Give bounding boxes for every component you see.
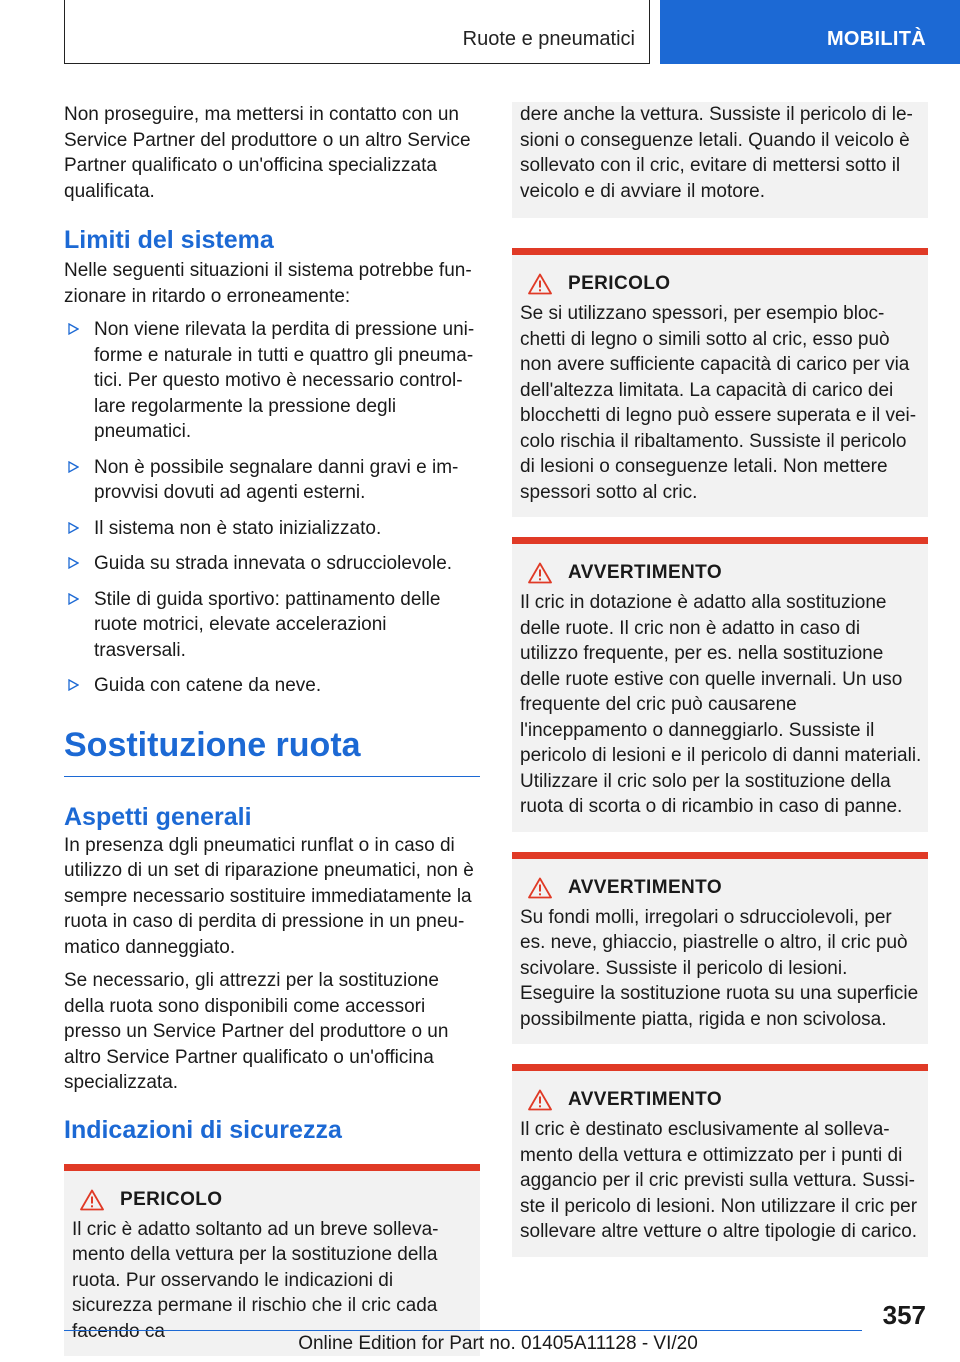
- warning-triangle-icon: [528, 1089, 552, 1111]
- footer-divider: [64, 1330, 862, 1331]
- warning-title: PERICOLO: [568, 273, 671, 294]
- list-item: Il sistema non è stato inizializzato.: [64, 516, 480, 542]
- warning-triangle-icon: [528, 877, 552, 899]
- warning-triangle-icon: [528, 273, 552, 295]
- general-paragraph-1: In presenza dgli pneumatici runflat o in caso di utilizzo di un set di riparazione pneumatici, non è sempre necessario sostituire immediatamente la ruota in caso di perdita di pressione in un pneumatico danneggiato.: [64, 834, 474, 958]
- triangle-bullet-icon: [68, 323, 79, 335]
- warning-triangle-icon: [528, 562, 552, 584]
- left-column: [64, 102, 480, 1356]
- page-number: 357: [882, 1300, 926, 1330]
- list-item: Non è possibile segnalare danni gravi e improvvisi dovuti ad agenti esterni.: [64, 455, 480, 506]
- list-item: Guida su strada innevata o sdrucciolevole.: [64, 551, 480, 577]
- general-paragraph-2: Se necessario, gli attrezzi per la sostituzione della ruota sono disponibili come accessori presso un Service Partner del produttore o un altro Service Partner qualificato o un'officina specializzata.: [64, 970, 449, 1093]
- warning-box: [512, 248, 928, 517]
- warning-title-row: [528, 273, 922, 295]
- triangle-bullet-icon: [68, 557, 79, 569]
- general-heading: Aspetti generali: [64, 802, 252, 831]
- list-item: Non viene rilevata la perdita di pressione uniforme e naturale in tutti e quattro gli pneumatici. Per questo motivo è necessario controllare regolarmente la pressione degli pneumatici.: [64, 317, 480, 445]
- triangle-bullet-icon: [68, 522, 79, 534]
- warning-text: Il cric è adatto soltanto ad un breve sollevamento della vettura per la sostituzione della ruota. Pur osservando le indicazioni di sicurezza permane il rischio che il cric cada facendo ca: [72, 1218, 439, 1342]
- warning-title: PERICOLO: [120, 1188, 223, 1210]
- warning-triangle-icon: [80, 1189, 104, 1211]
- limits-heading: Limiti del sistema: [64, 226, 274, 254]
- warning-text: Se si utilizzano spessori, per esempio blocchetti di legno o simili sotto al cric, esso può non avere sufficiente capacità di carico per via dell'altezza limitata. La capacità di carico dei blocchetti di legno può essere superata e il veicolo rischia il ribaltamento. Sussiste il pericolo di lesioni o conseguenze letali. Non mettere spessori sotto al cric.: [520, 303, 917, 503]
- chapter-title: MOBILITÀ: [826, 28, 926, 50]
- section-box: [64, 0, 650, 64]
- list-item: Stile di guida sportivo: pattinamento delle ruote motrici, elevate accelerazioni trasversali.: [64, 587, 480, 664]
- continuation-text: dere anche la vettura. Sussiste il pericolo di lesioni o conseguenze letali. Quando il veicolo è sollevato con il cric, evitare di mettersi sotto il veicolo e di avviare il motore.: [520, 104, 913, 202]
- safety-heading: Indicazioni di sicurezza: [64, 1115, 342, 1144]
- warning-title: AVVERTIMENTO: [568, 876, 722, 898]
- footer-edition: Online Edition for Part no. 01405A11128 - VI/20: [298, 1333, 698, 1354]
- warning-box: [64, 1164, 480, 1357]
- warning-title-row: [528, 877, 922, 899]
- triangle-bullet-icon: [68, 679, 79, 691]
- warning-title-row: [528, 562, 922, 584]
- limits-list: [64, 317, 480, 699]
- limits-intro: Nelle seguenti situazioni il sistema potrebbe funzionare in ritardo o erroneamente:: [64, 260, 472, 307]
- list-item: Guida con catene da neve.: [64, 673, 480, 699]
- page-header: [0, 0, 960, 66]
- warning-title-row: [528, 1089, 922, 1111]
- triangle-bullet-icon: [68, 593, 79, 605]
- warning-text: Il cric è destinato esclusivamente al sollevamento della vettura e ottimizzato per i punti di aggancio per il cric previsti sulla vettura. Sussiste il pericolo di lesioni. Non utilizzare il cric per sollevare altre vetture o altre tipologie di carico.: [520, 1119, 918, 1242]
- section-title: Ruote e pneumatici: [462, 28, 635, 50]
- right-column: [512, 102, 928, 1257]
- warning-text: Il cric in dotazione è adatto alla sostituzione delle ruote. Il cric non è adatto in caso di utilizzo frequente, per es. nella sostituzione delle ruote estive con quelle invernali. Un uso frequente del cric può causarene l'inceppamento o danneggiarlo. Sussiste il pericolo di lesioni e il pericolo di danni materiali. Utilizzare il cric solo per la sostituzione della ruota di scorta o di ricambio in caso di panne.: [520, 592, 922, 817]
- warning-text: Su fondi molli, irregolari o sdrucciolevoli, per es. neve, ghiaccio, piastrelle o altro, il cric può scivolare. Sussiste il pericolo di lesioni. Eseguire la sostituzione ruota su una superficie possibilmente piatta, rigida e non scivolosa.: [520, 906, 919, 1030]
- triangle-bullet-icon: [68, 461, 79, 473]
- chapter-heading: Sostituzione ruota: [64, 723, 480, 777]
- warning-title-row: [80, 1189, 474, 1211]
- intro-paragraph: Non proseguire, ma mettersi in contatto con un Service Partner del produttore o un altro Service Partner qualificato o un'officina specializzata qualificata.: [64, 104, 471, 202]
- warning-box: [512, 852, 928, 1045]
- warning-continuation: [512, 102, 928, 218]
- chapter-tab: [660, 0, 960, 64]
- warning-title: AVVERTIMENTO: [568, 562, 722, 583]
- warning-title: AVVERTIMENTO: [568, 1089, 722, 1110]
- warning-box: [512, 1064, 928, 1257]
- warning-box: [512, 537, 928, 832]
